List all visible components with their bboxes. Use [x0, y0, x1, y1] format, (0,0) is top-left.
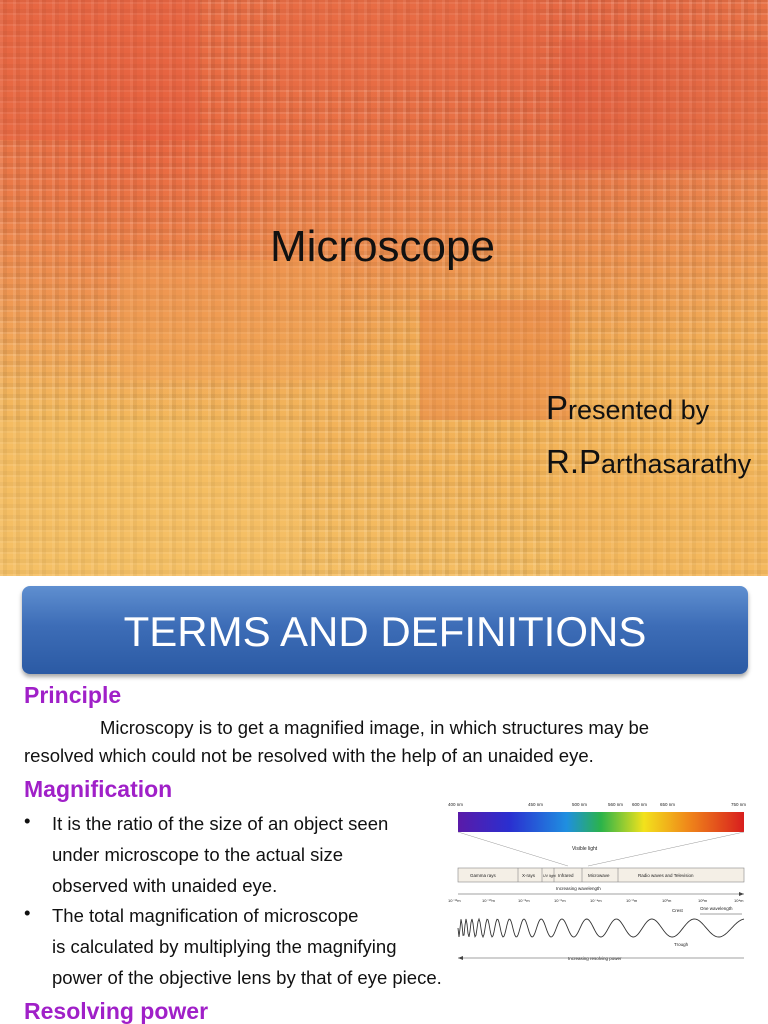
band-label: Radio waves and Television	[638, 873, 694, 878]
texture-patch	[0, 420, 300, 576]
nm-label: 600 nm	[632, 802, 648, 807]
presented-by-label	[546, 389, 710, 426]
bullet2-line1: The total magnification of microscope	[52, 905, 359, 926]
scale-label: 10⁻⁶m	[554, 898, 566, 903]
one-wavelength-label: One wavelength	[700, 906, 733, 911]
visible-light-label: Visible light	[572, 846, 598, 852]
bullet1-line1: It is the ratio of the size of an object seen	[52, 813, 389, 834]
presenter-initial: P	[579, 443, 602, 480]
bullet-marker: •	[24, 902, 31, 923]
texture-patch	[120, 260, 340, 380]
bullet2-line2: is calculated by multiplying the magnifying	[52, 936, 397, 957]
principle-text-line2: resolved which could not be resolved with the help of an unaided eye.	[24, 745, 594, 766]
band-label: X-rays	[522, 873, 536, 878]
scale-label: 10⁻¹²m	[448, 898, 461, 903]
scale-label: 10⁻¹⁰m	[482, 898, 495, 903]
scale-label: 10⁴m	[734, 898, 744, 903]
scale-label: 10⁰m	[662, 898, 672, 903]
texture-patch	[560, 40, 768, 170]
nm-label: 560 nm	[608, 802, 624, 807]
visible-spectrum-bar	[458, 812, 744, 832]
slide-title: Microscope	[270, 222, 495, 271]
banner-title: TERMS AND DEFINITIONS	[123, 608, 647, 655]
terms-slide	[0, 576, 768, 1024]
scale-label: 10⁻⁴m	[590, 898, 602, 903]
increasing-resolving-power-label: Increasing resolving power	[568, 956, 622, 961]
bullet2-line3: power of the objective lens by that of eye piece.	[52, 967, 442, 988]
band-label: UV light	[543, 874, 556, 878]
band-label: Gamma rays	[470, 873, 496, 878]
scale-label: 10²m	[698, 898, 708, 903]
presented-initial: P	[546, 389, 569, 426]
nm-label: 750 nm	[731, 802, 747, 807]
bullet-marker: •	[24, 810, 31, 831]
bullet1-line2: under microscope to the actual size	[52, 844, 344, 865]
texture-patch	[560, 470, 768, 576]
principle-text-line1: Microscopy is to get a magnified image, in which structures may be	[100, 717, 650, 738]
texture-patch	[0, 0, 200, 140]
scale-label: 10⁻⁸m	[518, 898, 530, 903]
trough-label: Trough	[674, 942, 689, 947]
nm-label: 650 nm	[660, 802, 676, 807]
presenter-rest: arthasarathy	[601, 449, 752, 479]
nm-label: 500 nm	[572, 802, 588, 807]
crest-label: Crest	[672, 908, 683, 913]
em-spectrum-diagram	[448, 798, 758, 968]
texture-patch	[280, 0, 540, 90]
presenter-name	[546, 444, 751, 482]
band-label: Microwave	[588, 873, 610, 878]
wave-line	[458, 919, 744, 937]
nm-label: 400 nm	[448, 802, 464, 807]
scale-label: 10⁻²m	[626, 898, 638, 903]
resolving-power-heading: Resolving power	[24, 998, 209, 1024]
title-banner	[22, 586, 748, 674]
increasing-wavelength-label: Increasing wavelength	[556, 886, 601, 891]
presented-rest: resented by	[568, 395, 710, 425]
magnification-heading: Magnification	[24, 776, 173, 802]
principle-heading: Principle	[24, 682, 122, 708]
presenter-prefix: R.	[546, 443, 579, 480]
bullet1-line3: observed with unaided eye.	[52, 875, 278, 896]
band-label: Infrared	[558, 873, 574, 878]
nm-label: 450 nm	[528, 802, 544, 807]
